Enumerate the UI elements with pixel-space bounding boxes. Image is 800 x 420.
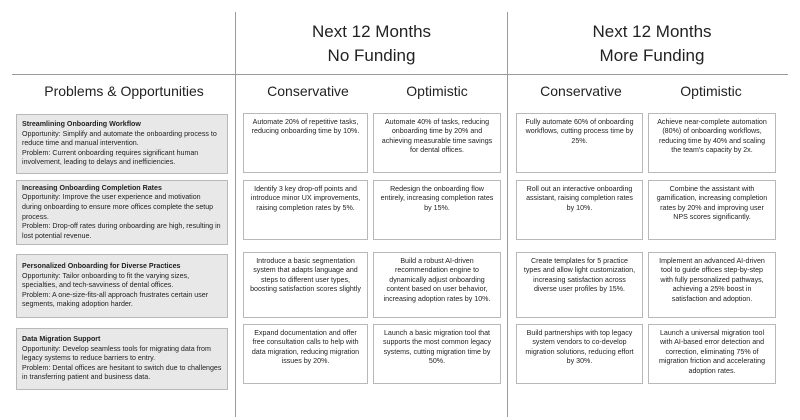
col-header-optimistic-no-funding: Optimistic: [406, 83, 468, 99]
cell-completion-conservative-more-funding: Roll out an interactive onboarding assistant, raising completion rates by 10%.: [516, 180, 643, 240]
col-header-optimistic-more-funding: Optimistic: [680, 83, 742, 99]
group-title-no-funding: [236, 20, 507, 68]
cell-workflow-conservative-more-funding: Fully automate 60% of onboarding workflows, cutting process time by 25%.: [516, 113, 643, 173]
col-header-conservative-no-funding: Conservative: [267, 83, 349, 99]
cell-completion-optimistic-more-funding: Combine the assistant with gamification, increasing completion rates by 20% and improving user NPS scores significantly.: [648, 180, 776, 240]
group-title-line2: No Funding: [327, 46, 416, 65]
problem-box-personalized: [16, 254, 228, 318]
problem-title: Data Migration Support: [22, 335, 101, 344]
cell-migration-optimistic-no-funding: Launch a basic migration tool that supports the most common legacy systems, cutting migration time by 50%.: [373, 324, 501, 384]
group-title-line1: Next 12 Months: [311, 22, 432, 41]
cell-completion-conservative-no-funding: Identify 3 key drop-off points and introduce minor UX improvements, raising completion rates by 5%.: [243, 180, 368, 240]
problem-title: Increasing Onboarding Completion Rates: [22, 183, 162, 192]
cell-migration-conservative-no-funding: Expand documentation and offer free consultation calls to help with data migration, reducing migration issues by 20%.: [243, 324, 368, 384]
group-title-line1: Next 12 Months: [592, 22, 712, 41]
problem-box-workflow: [16, 114, 228, 174]
cell-migration-conservative-more-funding: Build partnerships with top legacy system vendors to co-develop migration solutions, reducing effort by 30%.: [516, 324, 643, 384]
col-header-conservative-more-funding: Conservative: [540, 83, 622, 99]
cell-personalized-optimistic-no-funding: Build a robust AI-driven recommendation engine to dynamically adjust onboarding content based on user behavior, increasing adoption rates by 10%.: [373, 252, 501, 318]
divider-middle: [507, 12, 508, 417]
cell-workflow-optimistic-more-funding: Achieve near-complete automation (80%) of onboarding workflows, reducing time by 40% and scaling the team's capacity by 2x.: [648, 113, 776, 173]
problem-opportunity: Opportunity: Simplify and automate the onboarding process to reduce time and manual intervention.: [22, 129, 217, 148]
problem-title: Personalized Onboarding for Diverse Practices: [22, 262, 181, 271]
header-rule: [12, 74, 788, 75]
cell-completion-optimistic-no-funding: Redesign the onboarding flow entirely, increasing completion rates by 15%.: [373, 180, 501, 240]
problem-statement: Problem: Drop-off rates during onboarding are high, resulting in lost potential revenue.: [22, 222, 221, 240]
problem-opportunity: Opportunity: Develop seamless tools for migrating data from legacy systems to reduce barriers to entry.: [22, 344, 211, 363]
cell-workflow-optimistic-no-funding: Automate 40% of tasks, reducing onboarding time by 20% and achieving measurable time savings for dental offices.: [373, 113, 501, 173]
cell-personalized-conservative-more-funding: Create templates for 5 practice types and allow light customization, increasing satisfaction across diverse user profiles by 15%.: [516, 252, 643, 318]
cell-personalized-optimistic-more-funding: Implement an advanced AI-driven tool to guide offices step-by-step with fully personalized pathways, achieving a 25% boost in satisfaction and adoption.: [648, 252, 776, 318]
cell-workflow-conservative-no-funding: Automate 20% of repetitive tasks, reducing onboarding time by 10%.: [243, 113, 368, 173]
problem-opportunity: Opportunity: Improve the user experience and motivation during onboarding to ensure more offices complete the setup process.: [22, 193, 214, 221]
problem-title: Streamlining Onboarding Workflow: [22, 120, 141, 129]
divider-left: [235, 12, 236, 417]
problem-box-completion: [16, 180, 228, 245]
group-title-more-funding: [508, 20, 796, 68]
problem-statement: Problem: Dental offices are hesitant to switch due to challenges in transferring patient and business data.: [22, 363, 222, 382]
cell-personalized-conservative-no-funding: Introduce a basic segmentation system that adapts language and steps to different user types, boosting satisfaction scores slightly: [243, 252, 368, 318]
problem-statement: Problem: A one-size-fits-all approach frustrates certain user segments, making adoption harder.: [22, 290, 209, 309]
problems-header: Problems & Opportunities: [44, 83, 204, 99]
group-title-line2: More Funding: [599, 46, 705, 65]
problem-box-migration: [16, 328, 228, 390]
problem-opportunity: Opportunity: Tailor onboarding to fit the varying sizes, specialties, and tech-savviness of dental offices.: [22, 271, 190, 290]
cell-migration-optimistic-more-funding: Launch a universal migration tool with AI-based error detection and correction, eliminating 75% of migration friction and accelerating adoption rates.: [648, 324, 776, 384]
problem-statement: Problem: Current onboarding requires significant human involvement, leading to delays and inefficiencies.: [22, 148, 199, 167]
